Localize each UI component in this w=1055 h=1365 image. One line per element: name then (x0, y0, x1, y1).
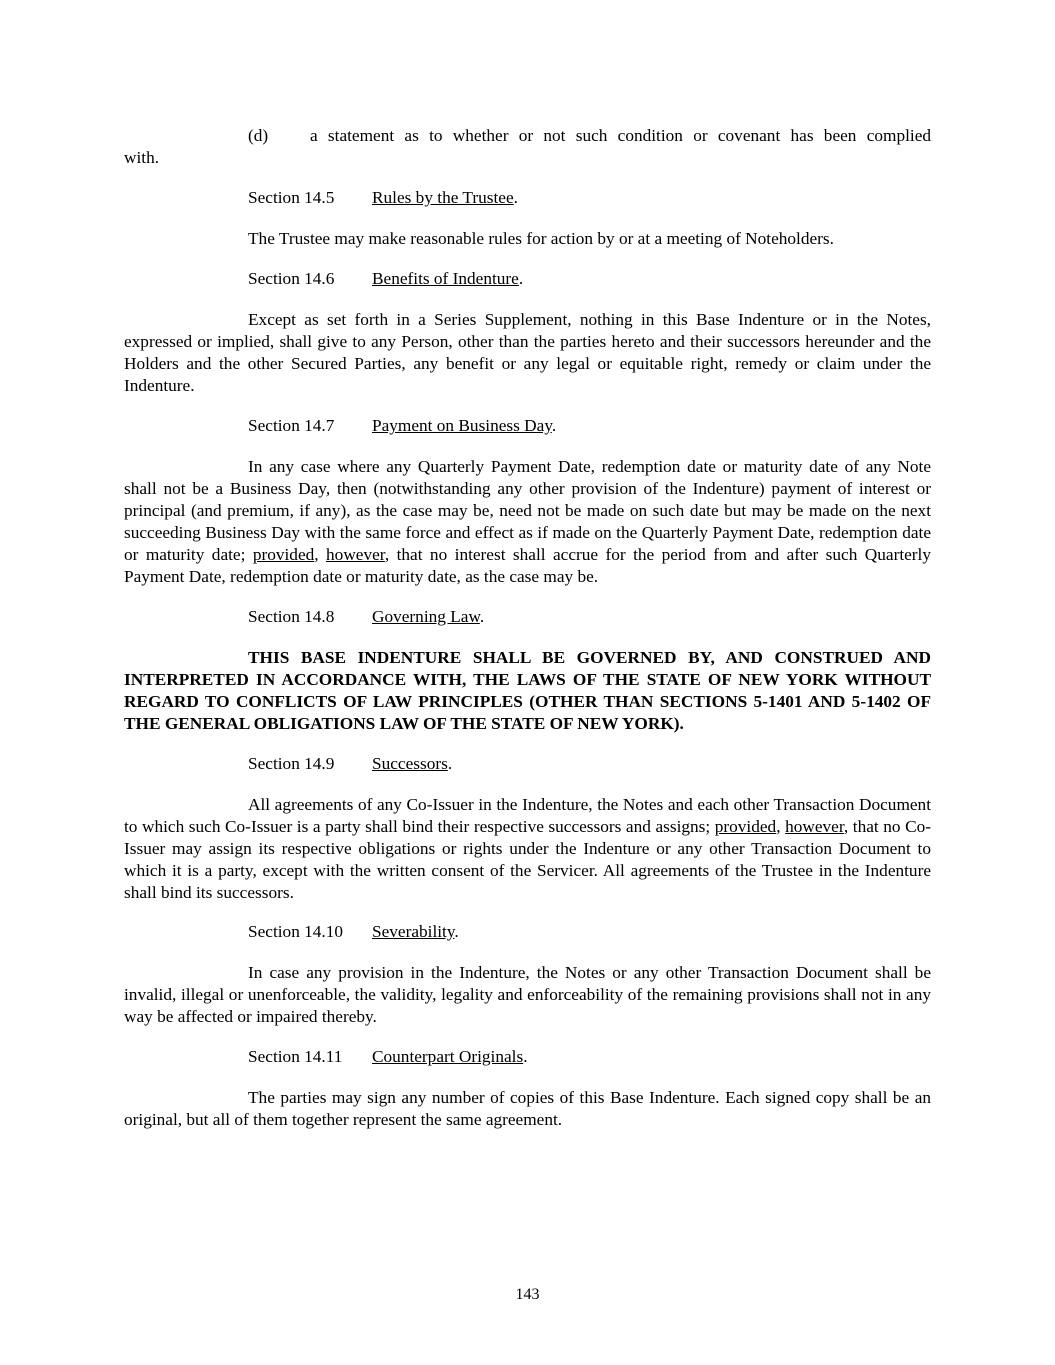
section-title: Benefits of Indenture (372, 269, 519, 288)
section-number: Section 14.9 (248, 754, 335, 773)
section-title: Payment on Business Day (372, 416, 552, 435)
item-d-continuation: with. (124, 148, 160, 167)
section-14-5-body: The Trustee may make reasonable rules for action by or at a meeting of Noteholders. (248, 229, 834, 248)
item-d-text: a statement as to whether or not such condition or covenant has been complied (310, 126, 931, 145)
section-14-11-heading: Section 14.11 Counterpart Originals. (248, 1047, 528, 1066)
however-term: however (785, 817, 844, 836)
section-14-9-body: All agreements of any Co-Issuer in the Indenture, the Notes and each other Transaction Document to which such Co-Issuer is a party shall bind their respective successors and assigns; provided, however, that no Co-Issuer may assign its respective obligations or rights under the Indenture or any other Transaction Document to which it is a party, except with the written consent of the Servicer. All agreements of the Trustee in the Indenture shall bind its successors. (124, 795, 931, 902)
section-14-10-body: In case any provision in the Indenture, the Notes or any other Transaction Document shall be invalid, illegal or unenforceable, the validity, legality and enforceability of the remaining provisions shall not in any way be affected or impaired thereby. (124, 963, 931, 1026)
section-14-5-heading: Section 14.5 Rules by the Trustee. (248, 188, 518, 207)
item-d-line (248, 125, 931, 147)
section-number: Section 14.7 (248, 416, 335, 435)
section-14-7-heading: Section 14.7 Payment on Business Day. (248, 416, 557, 435)
provided-term: provided (714, 817, 777, 836)
section-14-11-body: The parties may sign any number of copies of this Base Indenture. Each signed copy shall be an original, but all of them together represent the same agreement. (124, 1088, 931, 1129)
section-number: Section 14.5 (248, 188, 335, 207)
section-number: Section 14.8 (248, 607, 335, 626)
section-title: Counterpart Originals (372, 1047, 524, 1066)
section-number: Section 14.6 (248, 269, 335, 288)
section-14-8-body: THIS BASE INDENTURE SHALL BE GOVERNED BY, AND CONSTRUED AND INTERPRETED IN ACCORDANCE WITH, THE LAWS OF THE STATE OF NEW YORK WITHOUT REGARD TO CONFLICTS OF LAW PRINCIPLES (OTHER THAN SECTIONS 5-1401 AND 5-1402 OF THE GENERAL OBLIGATIONS LAW OF THE STATE OF NEW YORK). (124, 648, 931, 733)
section-14-10-heading: Section 14.10 Severability. (248, 922, 459, 941)
section-14-6-body: Except as set forth in a Series Supplement, nothing in this Base Indenture or in the Notes, expressed or implied, shall give to any Person, other than the parties hereto and their successors hereunder and the Holders and the other Secured Parties, any benefit or any legal or equitable right, remedy or claim under the Indenture. (124, 310, 931, 395)
section-title: Severability (372, 922, 455, 941)
section-title: Successors (372, 754, 448, 773)
section-title: Rules by the Trustee (372, 188, 514, 207)
section-number: Section 14.11 (248, 1047, 343, 1066)
section-number: Section 14.10 (248, 922, 344, 941)
item-d-marker: (d) (248, 126, 269, 145)
page-number: 143 (515, 1286, 540, 1303)
provided-term: provided (252, 545, 315, 564)
section-14-6-heading: Section 14.6 Benefits of Indenture. (248, 269, 524, 288)
section-title: Governing Law (372, 607, 480, 626)
section-14-8-heading: Section 14.8 Governing Law. (248, 607, 485, 626)
section-14-7-body: In any case where any Quarterly Payment Date, redemption date or maturity date of any Note shall not be a Business Day, then (notwithstanding any other provision of the Indenture) payment of interest or principal (and premium, if any), as the case may be, need not be made on such date but may be made on the next succeeding Business Day with the same force and effect as if made on the Quarterly Payment Date, redemption date or maturity date; provided, however, that no interest shall accrue for the period from and after such Quarterly Payment Date, redemption date or maturity date, as the case may be. (124, 457, 931, 586)
however-term: however (326, 545, 385, 564)
section-14-9-heading: Section 14.9 Successors. (248, 754, 453, 773)
